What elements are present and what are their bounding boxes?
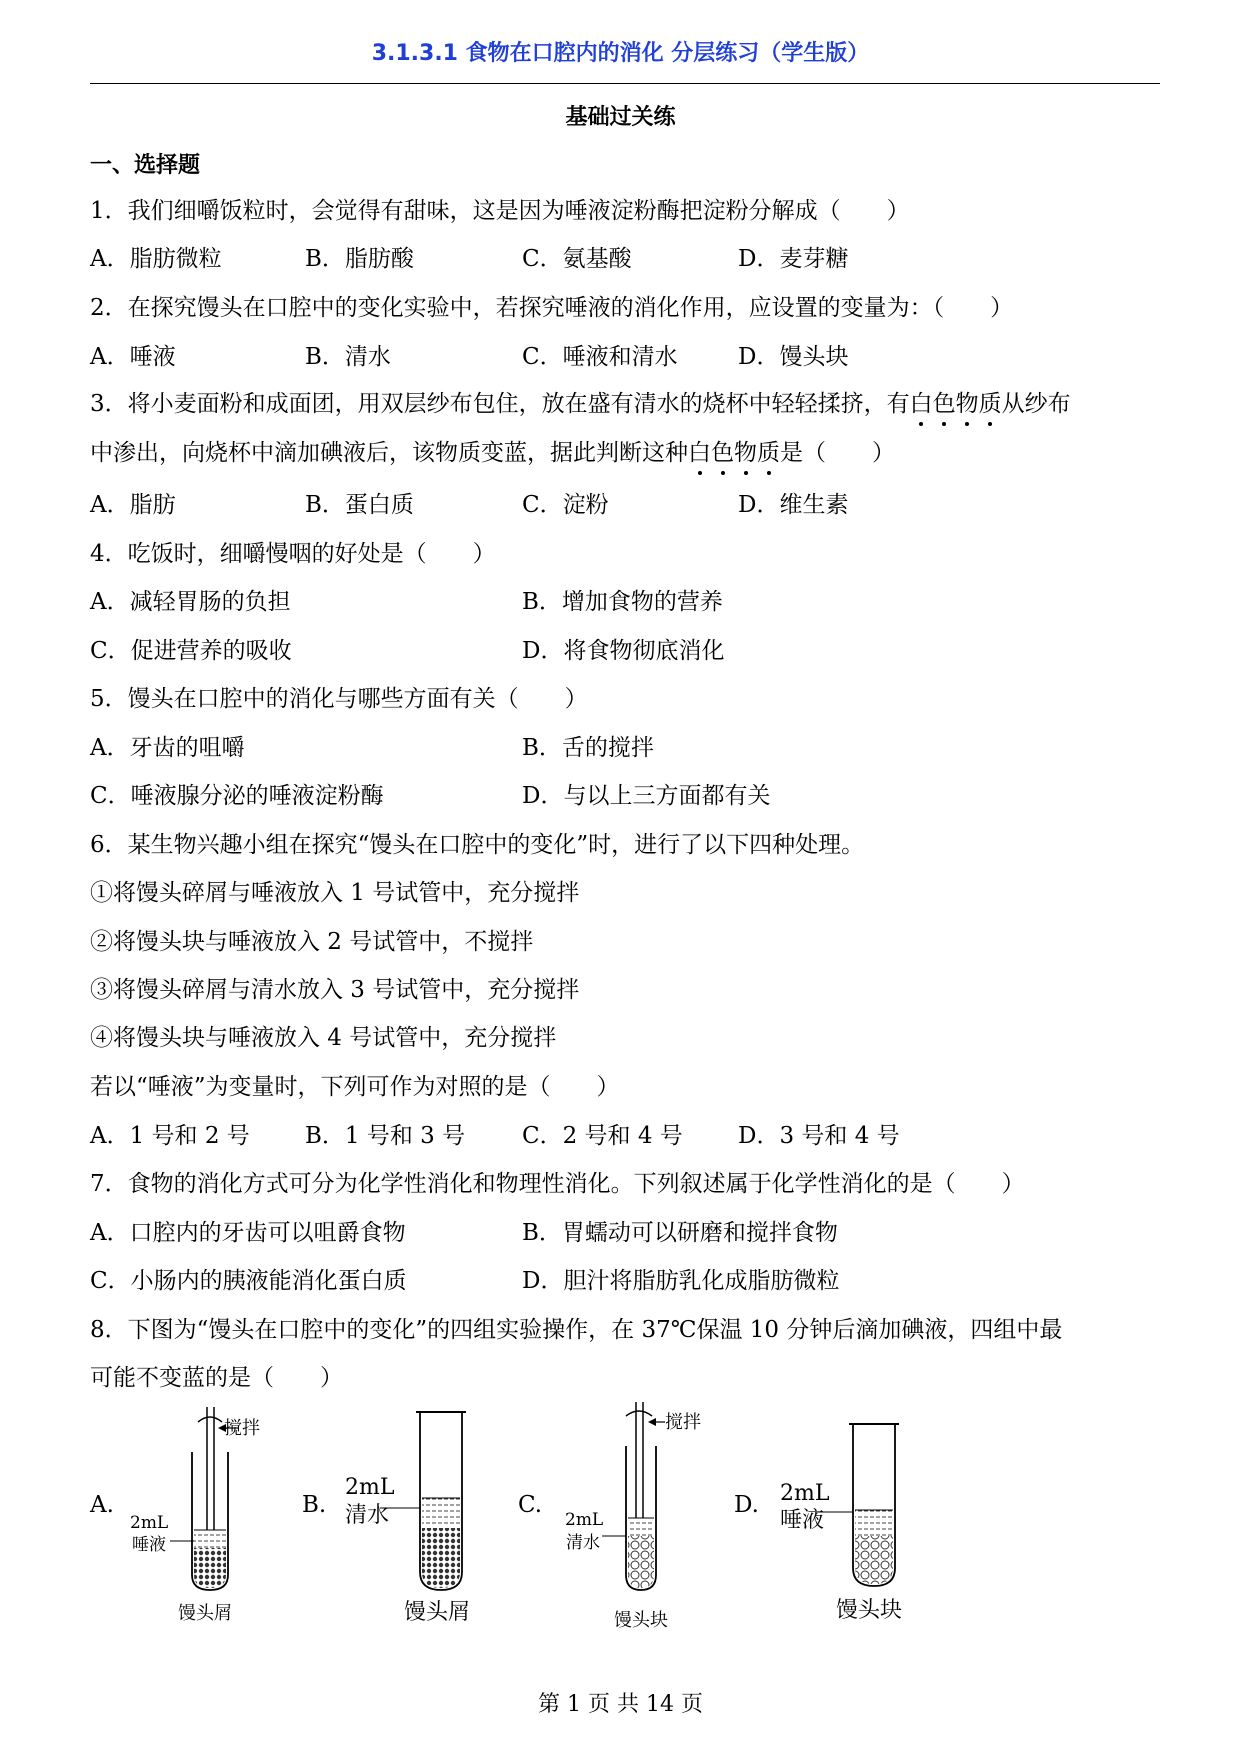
tube-a-liquid: 唾液 bbox=[132, 1535, 166, 1555]
tube-d-liquid: 唾液 bbox=[780, 1508, 825, 1533]
question-3-option-b: B．蛋白质 bbox=[305, 492, 414, 518]
emphasis-dotted-text bbox=[910, 391, 1002, 417]
emphasis-char: 物 bbox=[734, 440, 757, 466]
question-6-option-a: A．1 号和 2 号 bbox=[90, 1123, 250, 1149]
question-1-option-c: C．氨基酸 bbox=[522, 246, 632, 272]
tube-c bbox=[518, 1402, 701, 1631]
question-5-option-c: C．唾液腺分泌的唾液淀粉酶 bbox=[90, 783, 384, 809]
emphasis-char: 白 bbox=[909, 391, 933, 417]
question-1-stem: 1．我们细嚼饭粒时，会觉得有甜味，这是因为唾液淀粉酶把淀粉分解成（ ） bbox=[90, 198, 910, 224]
emphasis-char: 物 bbox=[955, 391, 979, 417]
question-3-option-d: D．维生素 bbox=[738, 492, 849, 518]
tube-c-volume: 2mL bbox=[565, 1510, 604, 1530]
tube-b-volume: 2mL bbox=[345, 1475, 395, 1500]
question-6-stem: 6．某生物兴趣小组在探究“馒头在口腔中的变化”时，进行了以下四种处理。 bbox=[90, 832, 865, 858]
question-3-stem-line-2 bbox=[90, 438, 895, 468]
question-4-stem: 4．吃饭时，细嚼慢咽的好处是（ ） bbox=[90, 541, 496, 567]
question-7-stem: 7．食物的消化方式可分为化学性消化和物理性消化。下列叙述属于化学性消化的是（ ） bbox=[90, 1171, 1025, 1197]
question-3-text: 从纱布 bbox=[1001, 391, 1071, 417]
question-6-question: 若以“唾液”为变量时，下列可作为对照的是（ ） bbox=[90, 1074, 620, 1100]
question-4-option-b: B．增加食物的营养 bbox=[522, 589, 723, 615]
question-6-item-4: ④将馒头块与唾液放入 4 号试管中，充分搅拌 bbox=[90, 1025, 557, 1051]
question-2-stem: 2．在探究馒头在口腔中的变化实验中，若探究唾液的消化作用，应设置的变量为：（ ） bbox=[90, 295, 1014, 321]
question-7-option-a: A．口腔内的牙齿可以咀爵食物 bbox=[90, 1220, 406, 1246]
tube-d bbox=[734, 1424, 902, 1623]
tube-a bbox=[89, 1407, 260, 1624]
tube-c-action: 搅拌 bbox=[665, 1412, 701, 1433]
question-1-option-a: A．脂肪微粒 bbox=[90, 246, 222, 272]
question-6-item-3: ③将馒头碎屑与清水放入 3 号试管中，充分搅拌 bbox=[90, 977, 580, 1003]
question-1-option-d: D．麦芽糖 bbox=[738, 246, 849, 272]
question-5-option-b: B．舌的搅拌 bbox=[522, 735, 654, 761]
question-2-option-d: D．馒头块 bbox=[738, 344, 849, 370]
tube-b-letter: B. bbox=[302, 1492, 327, 1518]
question-3-option-a: A．脂肪 bbox=[90, 492, 176, 518]
question-3-stem-line-1 bbox=[90, 389, 1071, 419]
tube-a-letter: A. bbox=[90, 1492, 114, 1518]
header-rule bbox=[90, 83, 1160, 84]
question-7-option-b: B．胃蠕动可以研磨和搅拌食物 bbox=[522, 1220, 838, 1246]
emphasis-char: 白 bbox=[688, 440, 711, 466]
question-2-option-b: B．清水 bbox=[305, 344, 391, 370]
question-1-option-b: B．脂肪酸 bbox=[305, 246, 414, 272]
section-title: 基础过关练 bbox=[565, 105, 676, 130]
tube-a-action: 搅拌 bbox=[224, 1418, 260, 1439]
emphasis-char: 色 bbox=[932, 391, 956, 417]
question-6-option-d: D．3 号和 4 号 bbox=[738, 1123, 900, 1149]
tube-c-liquid: 清水 bbox=[566, 1533, 600, 1553]
emphasis-char: 色 bbox=[711, 440, 734, 466]
question-3-text: 中渗出，向烧杯中滴加碘液后，该物质变蓝，据此判断这种 bbox=[90, 440, 688, 466]
part-title: 一、选择题 bbox=[90, 153, 201, 178]
emphasis-char: 质 bbox=[978, 391, 1002, 417]
tube-b-sample: 馒头屑 bbox=[404, 1600, 471, 1625]
emphasis-dotted-text bbox=[688, 440, 780, 466]
question-4-option-a: A．减轻胃肠的负担 bbox=[90, 589, 291, 615]
question-6-option-c: C．2 号和 4 号 bbox=[522, 1123, 683, 1149]
tube-d-sample: 馒头块 bbox=[836, 1598, 903, 1623]
tube-a-volume: 2mL bbox=[130, 1513, 169, 1533]
question-4-option-c: C．促进营养的吸收 bbox=[90, 638, 292, 664]
question-4-option-d: D．将食物彻底消化 bbox=[522, 638, 725, 664]
tube-d-volume: 2mL bbox=[780, 1481, 830, 1506]
question-2-option-a: A．唾液 bbox=[90, 344, 176, 370]
question-7-option-c: C．小肠内的胰液能消化蛋白质 bbox=[90, 1268, 407, 1294]
tube-c-letter: C. bbox=[518, 1492, 543, 1518]
question-8-stem-line-1: 8．下图为“馒头在口腔中的变化”的四组实验操作，在 37℃保温 10 分钟后滴加碘液，四组中最 bbox=[90, 1317, 1063, 1343]
question-3-option-c: C．淀粉 bbox=[522, 492, 609, 518]
question-2-option-c: C．唾液和清水 bbox=[522, 344, 678, 370]
question-6-item-1: ①将馒头碎屑与唾液放入 1 号试管中，充分搅拌 bbox=[90, 880, 580, 906]
question-5-option-d: D．与以上三方面都有关 bbox=[522, 783, 771, 809]
question-6-item-2: ②将馒头块与唾液放入 2 号试管中，不搅拌 bbox=[90, 929, 534, 955]
question-6-option-b: B．1 号和 3 号 bbox=[305, 1123, 466, 1149]
tube-b-liquid: 清水 bbox=[345, 1503, 390, 1528]
experiment-figure bbox=[0, 1400, 1241, 1631]
tube-a-sample: 馒头屑 bbox=[178, 1603, 232, 1624]
tube-d-letter: D. bbox=[734, 1492, 759, 1518]
question-3-text: 是（ ） bbox=[780, 440, 895, 466]
tube-c-sample: 馒头块 bbox=[614, 1610, 668, 1631]
question-5-stem: 5．馒头在口腔中的消化与哪些方面有关（ ） bbox=[90, 686, 588, 712]
page-title: 3.1.3.1 食物在口腔内的消化 分层练习（学生版） bbox=[371, 41, 870, 66]
question-8-stem-line-2: 可能不变蓝的是（ ） bbox=[90, 1365, 343, 1391]
question-7-option-d: D．胆汁将脂肪乳化成脂肪微粒 bbox=[522, 1268, 840, 1294]
emphasis-char: 质 bbox=[757, 440, 780, 466]
question-5-option-a: A．牙齿的咀嚼 bbox=[90, 735, 245, 761]
tube-b bbox=[302, 1412, 470, 1625]
page-footer: 第 1 页 共 14 页 bbox=[538, 1692, 703, 1717]
question-3-text: 3．将小麦面粉和成面团，用双层纱布包住，放在盛有清水的烧杯中轻轻揉挤，有 bbox=[90, 391, 910, 417]
